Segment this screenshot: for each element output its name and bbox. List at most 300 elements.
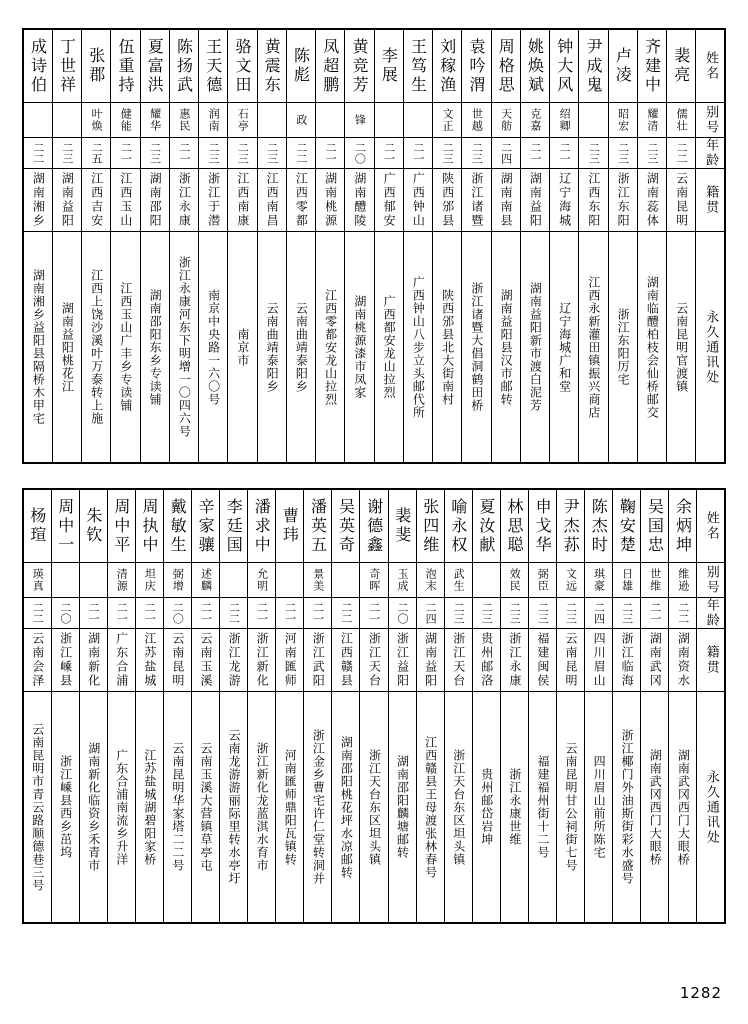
native-place-text: 陕西邠县 [440,172,455,228]
cell-age [416,598,444,629]
alias-text: 效民 [508,568,522,592]
native-place-text: 浙江永康 [177,172,192,228]
cell-alias [345,103,374,138]
cell-name [416,489,444,563]
alias-text: 耀清 [645,108,659,132]
cell-name [220,489,248,563]
alias-text: 儒壮 [675,108,689,132]
name-text: 伍重持 [116,37,135,95]
cell-age [472,598,500,629]
cell-name [403,29,432,103]
cell-alias [51,563,79,598]
cell-address [403,232,432,464]
cell-native-place [276,629,304,692]
cell-alias [641,563,669,598]
cell-address [613,692,641,924]
cell-age [669,598,697,629]
age-text: 二一 [311,602,325,624]
row-header-label: 永久通讯处 [703,769,719,845]
roster-row-native-place [23,169,725,232]
cell-address [248,692,276,924]
cell-age [304,598,332,629]
cell-native-place [23,629,51,692]
age-text: 二一 [115,602,129,624]
alias-text: 文远 [564,568,578,592]
address-text: 辽宁海城广和堂 [557,301,572,393]
cell-native-place [374,169,403,232]
cell-age [82,138,111,169]
cell-native-place [403,169,432,232]
name-text: 林思聪 [505,497,524,555]
cell-age [199,138,228,169]
name-text: 钟大风 [554,37,574,95]
native-place-text: 浙江临海 [620,632,635,688]
native-place-text: 河南匯师 [283,632,298,688]
native-place-text: 浙江于潜 [206,172,221,228]
address-text: 浙江天台东区坦头镇 [451,748,466,866]
name-text: 凤超鹏 [320,37,340,95]
cell-age [52,138,81,169]
age-text: 二〇 [395,602,409,624]
cell-age [107,598,135,629]
alias-text: 弼增 [171,568,185,592]
cell-address [220,692,248,924]
cell-name [585,489,613,563]
age-text: 二二 [676,602,690,624]
cell-alias [416,563,444,598]
name-text: 周格思 [496,37,516,95]
page-number: 1282 [679,984,722,1002]
roster-table-bottom [22,488,726,924]
cell-name [316,29,345,103]
cell-alias [52,103,81,138]
address-text: 云南昆明甘公祠街七号 [564,742,579,872]
cell-alias [520,103,549,138]
cell-name [140,29,169,103]
cell-age [228,138,257,169]
address-text: 浙江新化龙蓝淇水育市 [255,742,270,872]
alias-text: 天舫 [499,108,513,132]
cell-name [107,489,135,563]
cell-native-place [220,629,248,692]
alias-text: 武生 [452,568,466,592]
alias-text: 石亭 [236,108,250,132]
name-text: 张四维 [420,497,440,555]
row-header-alias [696,103,725,138]
address-text: 江西上饶沙溪叶万泰转上施 [89,269,104,425]
cell-native-place [304,629,332,692]
age-text: 二三 [60,142,74,164]
row-header-label: 籍贯 [703,645,719,675]
name-text: 尹成鬼 [584,37,603,95]
cell-alias [111,103,140,138]
age-text: 二二 [339,602,353,624]
address-text: 四川眉山前所陈宅 [592,755,607,859]
address-text: 浙江永康世维 [507,768,522,846]
native-place-text: 湖南邵阳 [148,172,163,228]
native-place-text: 云南会泽 [30,632,45,688]
cell-address [388,692,416,924]
name-text: 杨瑄 [27,507,47,545]
cell-age [556,598,584,629]
age-text: 二二 [31,142,45,164]
native-place-text: 湖南益阳 [423,632,438,688]
row-header-label: 姓名 [703,511,719,541]
cell-native-place [107,629,135,692]
cell-address [416,692,444,924]
cell-native-place [528,629,556,692]
name-text: 曹玮 [280,507,300,545]
alias-text: 文正 [441,108,455,132]
native-place-text: 浙江东阳 [616,172,631,228]
alias-text: 奇晖 [367,568,381,592]
cell-age [220,598,248,629]
cell-age [332,598,360,629]
cell-alias [374,103,403,138]
cell-alias [360,563,388,598]
native-place-text: 贵州邮洛 [479,632,494,688]
cell-age [374,138,403,169]
cell-name [23,489,51,563]
alias-text: 锋 [353,114,367,126]
age-text: 二四 [499,142,513,164]
cell-age [608,138,637,169]
cell-age [528,598,556,629]
name-text: 陈杰时 [589,497,609,555]
cell-native-place [191,629,219,692]
native-place-text: 湖南新化 [86,632,101,688]
age-text: 二一 [177,142,191,164]
name-text: 齐建中 [642,37,662,95]
cell-native-place [257,169,286,232]
cell-name [82,29,111,103]
cell-native-place [140,169,169,232]
age-text: 二一 [87,602,101,624]
cell-age [140,138,169,169]
cell-age [111,138,140,169]
cell-native-place [135,629,163,692]
cell-address [528,692,556,924]
age-text: 二〇 [353,142,367,164]
age-text: 二〇 [171,602,185,624]
native-place-text: 浙江嵊县 [58,632,73,688]
age-text: 二一 [199,602,213,624]
alias-text: 日雄 [620,568,634,592]
name-text: 李展 [379,47,399,85]
row-header-address [697,692,725,924]
roster-row-address [23,692,725,924]
name-text: 夏富洪 [145,37,165,95]
cell-alias [550,103,579,138]
cell-native-place [520,169,549,232]
cell-address [23,692,51,924]
cell-name [304,489,332,563]
cell-address [669,692,697,924]
cell-name [135,489,163,563]
row-header-native-place [697,629,725,692]
row-header-label: 年龄 [703,598,719,628]
age-text: 二一 [558,142,572,164]
address-text: 江西零都安龙山拉烈 [323,288,338,406]
native-place-text: 浙江天台 [367,632,382,688]
age-text: 二一 [411,142,425,164]
age-text: 二三 [536,602,550,624]
cell-alias [135,563,163,598]
name-text: 余炳坤 [673,497,693,555]
cell-age [613,598,641,629]
native-place-text: 浙江武阳 [311,632,326,688]
native-place-text: 江西东阳 [586,172,601,228]
cell-native-place [286,169,315,232]
cell-name [528,489,556,563]
cell-alias [556,563,584,598]
alias-text: 述麟 [199,568,213,592]
cell-address [579,232,608,464]
cell-address [257,232,286,464]
address-text: 湖南湘乡益阳县隔桥木甲宅 [31,269,46,425]
cell-address [111,232,140,464]
cell-alias [462,103,491,138]
cell-address [637,232,666,464]
cell-native-place [345,169,374,232]
native-place-text: 浙江天台 [451,632,466,688]
cell-age [135,598,163,629]
cell-age [433,138,462,169]
cell-name [23,29,52,103]
cell-age [520,138,549,169]
name-text: 夏汝献 [476,497,496,555]
cell-native-place [23,169,52,232]
address-text: 云南昆明华家塔二二号 [170,742,185,872]
cell-alias [667,103,696,138]
cell-age [491,138,520,169]
native-place-text: 湖南醴陵 [352,172,367,228]
cell-alias [140,103,169,138]
age-text: 二三 [564,602,578,624]
name-text: 喻永权 [448,497,468,555]
name-text: 周中一 [55,497,75,555]
address-text: 江西赣县王母渡张林春号 [423,735,438,879]
address-text: 浙江永康河东下明增一〇四六号 [177,256,192,438]
cell-alias [286,103,315,138]
alias-text: 耀华 [148,108,162,132]
cell-native-place [79,629,107,692]
address-text: 云南玉溪大营镇草亭屯 [199,742,213,872]
cell-name [613,489,641,563]
address-text: 云南昆明官渡镇 [674,301,689,393]
cell-alias [107,563,135,598]
native-place-text: 云南玉溪 [198,632,213,688]
native-place-text: 湖南益阳 [60,172,75,228]
native-place-text: 广西郁安 [382,172,397,228]
cell-age [500,598,528,629]
age-text: 二一 [283,602,297,624]
row-header-label: 籍贯 [703,185,719,215]
age-text: 二一 [255,602,269,624]
roster-table-top [22,28,726,464]
cell-alias [388,563,416,598]
alias-text: 润南 [207,108,221,132]
age-text: 二二 [31,602,45,624]
alias-text: 允明 [255,568,269,592]
native-place-text: 江西南昌 [265,172,280,228]
cell-address [23,232,52,464]
alias-text: 坦庆 [143,568,157,592]
native-place-text: 云南昆明 [564,632,578,688]
alias-text: 健能 [119,108,133,132]
cell-alias [220,563,248,598]
age-text: 二三 [508,602,522,624]
cell-address [228,232,257,464]
cell-name [669,489,697,563]
age-text: 二一 [143,602,157,624]
address-text: 广西都安龙山拉烈 [382,295,397,399]
address-text: 湖南新化临资乡禾青市 [86,742,101,872]
cell-name [257,29,286,103]
cell-name [388,489,416,563]
address-text: 浙江天台东区坦头镇 [367,748,382,866]
cell-alias [248,563,276,598]
cell-alias [585,563,613,598]
cell-name [462,29,491,103]
alias-text: 昭宏 [616,108,630,132]
alias-text: 泡末 [424,568,438,592]
address-text: 广东合浦南流乡升洋 [114,748,129,866]
native-place-text: 湖南湘乡 [31,172,46,228]
cell-alias [608,103,637,138]
cell-age [462,138,491,169]
cell-native-place [641,629,669,692]
address-text: 贵州邮岱岩坤 [479,768,494,846]
age-text: 二三 [441,142,455,164]
cell-address [444,692,472,924]
cell-name [556,489,584,563]
age-text: 二三 [480,602,494,624]
cell-address [140,232,169,464]
cell-address [556,692,584,924]
address-text: 福建福州街十二号 [535,755,550,859]
native-place-text: 云南昆明 [170,632,185,688]
cell-name [579,29,608,103]
cell-name [444,489,472,563]
name-text: 姚焕斌 [525,37,545,95]
cell-age [550,138,579,169]
name-text: 裴斐 [392,507,412,545]
cell-age [257,138,286,169]
cell-native-place [52,169,81,232]
row-header-label: 别号 [703,565,719,595]
alias-text: 景美 [311,568,325,592]
cell-address [608,232,637,464]
cell-native-place [556,629,584,692]
native-place-text: 云南昆明 [674,172,689,228]
cell-alias [637,103,666,138]
cell-alias [613,563,641,598]
roster-row-age [23,598,725,629]
name-text: 裴亮 [671,47,691,85]
cell-native-place [332,629,360,692]
cell-age [169,138,198,169]
cell-native-place [472,629,500,692]
cell-age [276,598,304,629]
cell-native-place [316,169,345,232]
cell-alias [304,563,332,598]
name-text: 戴敏生 [168,497,188,555]
cell-native-place [669,629,697,692]
cell-native-place [585,629,613,692]
address-text: 湖南益阳新市渡白泥芳 [528,282,543,412]
age-text: 二一 [367,602,381,624]
native-place-text: 江西赣县 [339,632,354,688]
cell-name [345,29,374,103]
age-text: 二三 [616,142,630,164]
age-text: 二三 [265,142,279,164]
cell-age [579,138,608,169]
cell-age [23,598,51,629]
name-text: 周执中 [139,497,159,555]
cell-name [191,489,219,563]
native-place-text: 江西零都 [294,172,309,228]
address-text: 浙江椰门外油斯街彩水盛号 [620,729,635,885]
address-text: 湖南临醴柏枝会仙桥邮交 [645,275,660,419]
name-text: 潘求中 [252,497,272,555]
cell-address [332,692,360,924]
age-text: 二三 [470,142,484,164]
cell-age [316,138,345,169]
cell-native-place [163,629,191,692]
cell-native-place [613,629,641,692]
name-text: 尹杰荪 [561,497,581,555]
cell-native-place [444,629,472,692]
cell-alias [23,563,51,598]
alias-text: 玉成 [395,568,409,592]
cell-alias [444,563,472,598]
cell-age [388,598,416,629]
cell-native-place [111,169,140,232]
native-place-text: 江西玉山 [118,172,133,228]
alias-text: 瑛真 [31,568,45,592]
cell-name [332,489,360,563]
cell-age [345,138,374,169]
alias-text: 政 [294,114,308,126]
row-header-label: 姓名 [703,51,719,81]
native-place-text: 浙江益阳 [395,632,410,688]
cell-name [433,29,462,103]
address-text: 湖南邵阳桃花坪水凉邮转 [339,735,354,879]
cell-alias [276,563,304,598]
age-text: 二三 [148,142,162,164]
cell-age [444,598,472,629]
alias-text: 世越 [470,108,484,132]
row-header-label: 永久通讯处 [703,309,719,385]
cell-address [316,232,345,464]
cell-age [641,598,669,629]
cell-name [667,29,696,103]
name-text: 李廷国 [224,497,244,555]
name-text: 王笃生 [408,37,428,95]
cell-age [585,598,613,629]
cell-name [374,29,403,103]
age-text: 二四 [592,602,606,624]
native-place-text: 浙江永康 [507,632,522,688]
cell-name [608,29,637,103]
cell-native-place [491,169,520,232]
name-text: 骆文田 [233,37,252,95]
row-header-label: 别号 [703,105,719,135]
address-text: 湖南益阳县汉市邮转 [499,288,514,406]
cell-age [191,598,219,629]
cell-address [520,232,549,464]
